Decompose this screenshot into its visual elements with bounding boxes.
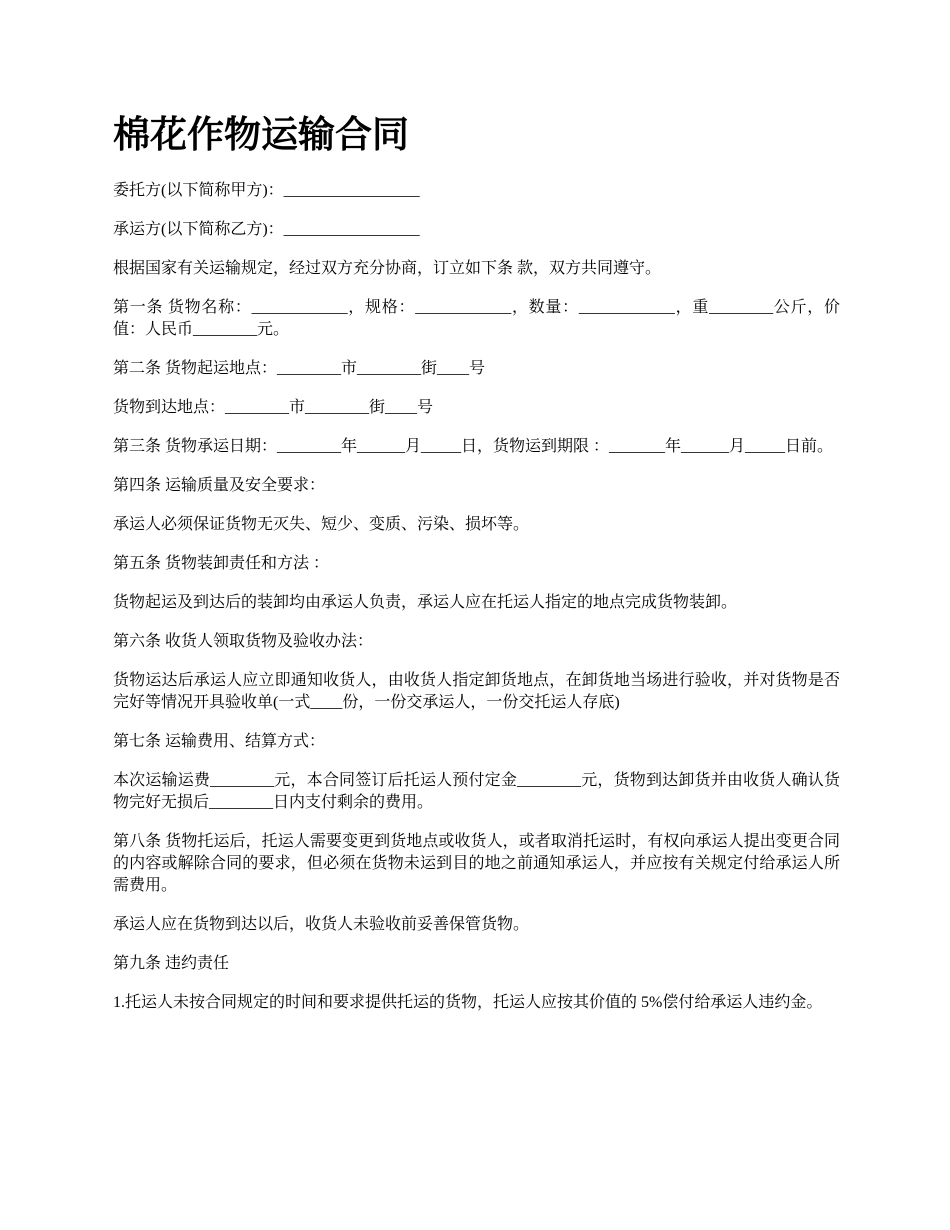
article-2-origin: 第二条 货物起运地点：________市________街____号 bbox=[113, 360, 486, 377]
article-8-body: 第八条 货物托运后，托运人需要变更到货地点或收货人，或者取消托运时，有权向承运人提出变更合同的内容或解除合同的要求，但必须在货物未运到目的地之前通知承运人，并应按有关规定付给承运人所需费用。 bbox=[113, 833, 840, 894]
clause-consignor: 委托方(以下简称甲方)：_________________ bbox=[113, 182, 420, 199]
clause-preamble: 根据国家有关运输规定，经过双方充分协商，订立如下条 款，双方共同遵守。 bbox=[113, 260, 662, 277]
article-9-item-1: 1.托运人未按合同规定的时间和要求提供托运的货物，托运人应按其价值的 5%偿付给承运人违约金。 bbox=[113, 994, 823, 1011]
article-8-custody: 承运人应在货物到达以后，收货人未验收前妥善保管货物。 bbox=[113, 916, 530, 933]
clause-carrier: 承运方(以下简称乙方)：_________________ bbox=[113, 221, 420, 238]
clause-destination: 货物到达地点：________市________街____号 bbox=[113, 399, 434, 416]
article-1-goods: 第一条 货物名称：____________，规格：____________，数量：____________，重________公斤，价值：人民币________元。 bbox=[113, 299, 840, 338]
article-4-heading: 第四条 运输质量及安全要求： bbox=[113, 477, 326, 494]
article-7-body: 本次运输运费________元，本合同签订后托运人预付定金________元，货物到达卸货并由收货人确认货物完好无损后________日内支付剩余的费用。 bbox=[113, 772, 840, 811]
document-title: 棉花作物运输合同 bbox=[113, 115, 409, 156]
article-5-heading: 第五条 货物装卸责任和方法 ： bbox=[113, 555, 330, 572]
article-6-body: 货物运达后承运人应立即通知收货人，由收货人指定卸货地点，在卸货地当场进行验收，并对货物是否完好等情况开具验收单(一式____份，一份交承运人，一份交托运人存底) bbox=[113, 672, 840, 711]
article-9-heading: 第九条 违约责任 bbox=[113, 955, 230, 972]
article-4-body: 承运人必须保证货物无灭失、短少、变质、污染、损坏等。 bbox=[113, 516, 530, 533]
article-7-heading: 第七条 运输费用、结算方式： bbox=[113, 733, 326, 750]
document-page bbox=[113, 112, 840, 1031]
article-3-dates: 第三条 货物承运日期：________年______月_____日，货物运到期限 ：_______年______月_____日前。 bbox=[113, 438, 834, 455]
article-6-heading: 第六条 收货人领取货物及验收办法： bbox=[113, 633, 374, 650]
article-5-body: 货物起运及到达后的装卸均由承运人负责，承运人应在托运人指定的地点完成货物装卸。 bbox=[113, 594, 738, 611]
